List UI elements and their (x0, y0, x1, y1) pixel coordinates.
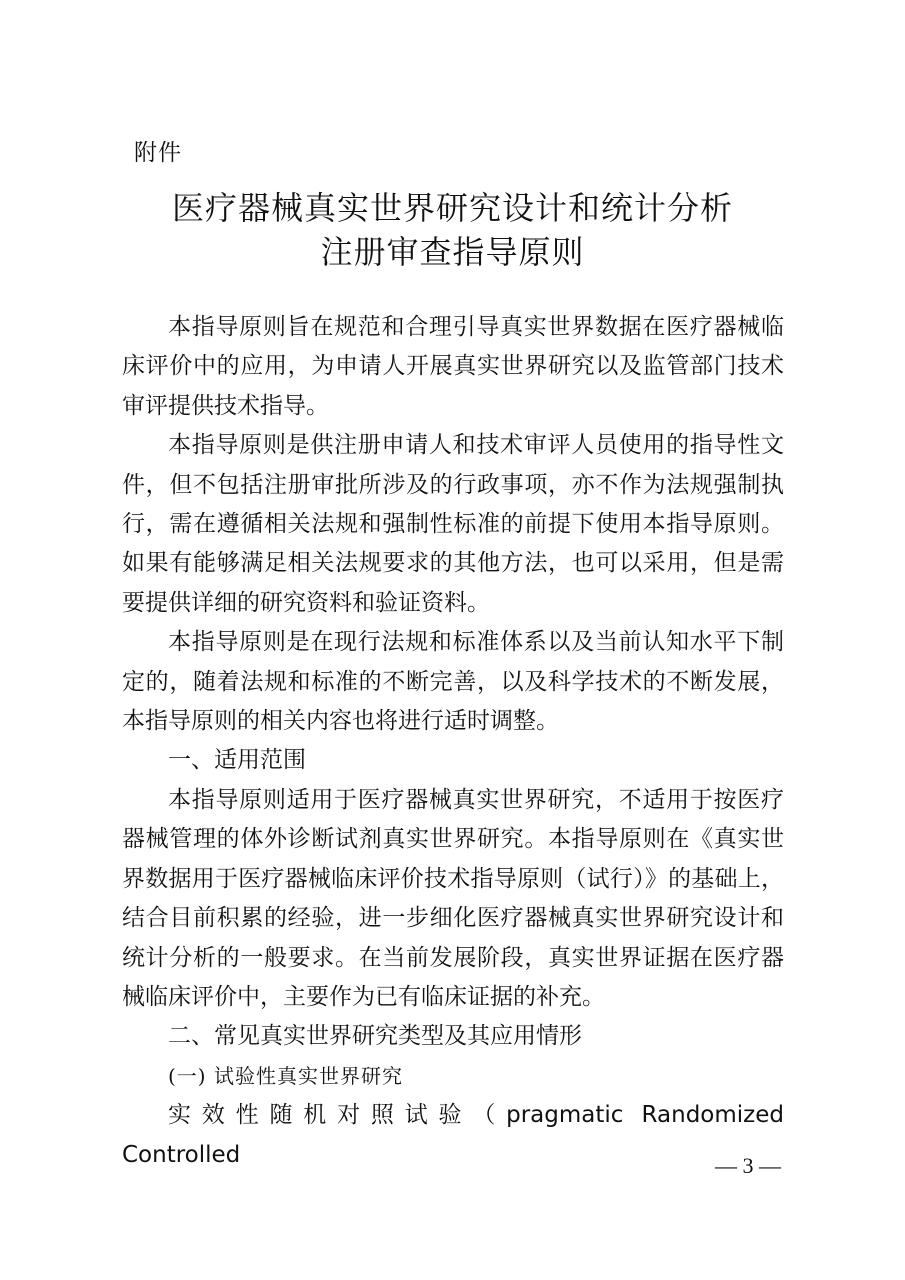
section-heading-study-types: 二、常见真实世界研究类型及其应用情形 (168, 1023, 582, 1050)
paragraph-purpose: 本指导原则旨在规范和合理引导真实世界数据在医疗器械临床评价中的应用，为申请人开展真实世界研究以及监管部门技术审评提供技术指导。 (122, 314, 784, 419)
paragraph-applicability: 本指导原则适用于医疗器械真实世界研究，不适用于按医疗器械管理的体外诊断试剂真实世界研究。本指导原则在《真实世界数据用于医疗器械临床评价技术指导原则（试行）》的基础上，结合目前积累的经验，进一步细化医疗器械真实世界研究设计和统计分析的一般要求。在当前发展阶段，真实世界证据在医疗器械临床评价中，主要作为已有临床证据的补充。 (122, 786, 784, 1010)
document-title-line-2: 注册审查指导原则 (320, 233, 585, 271)
document-title-line-1: 医疗器械真实世界研究设计和统计分析 (171, 189, 733, 227)
paragraph-scope-of-use: 本指导原则是供注册申请人和技术审评人员使用的指导性文件，但不包括注册审批所涉及的行政事项，亦不作为法规强制执行，需在遵循相关法规和强制性标准的前提下使用本指导原则。如果有能够满足相关法规要求的其他方法，也可以采用，但是需要提供详细的研究资料和验证资料。 (122, 432, 784, 616)
page-number: — 3 — (715, 1153, 781, 1178)
paragraph-revision-note: 本指导原则是在现行法规和标准体系以及当前认知水平下制定的，随着法规和标准的不断完善，以及科学技术的不断发展，本指导原则的相关内容也将进行适时调整。 (122, 629, 784, 735)
document-body (122, 308, 784, 1175)
section-heading-scope: 一、适用范围 (168, 747, 306, 774)
attachment-label: 附件 (134, 140, 182, 166)
paragraph-prct: 实效性随机对照试验（pragmatic Randomized Controlled (122, 1102, 784, 1168)
subsection-heading-experimental: (一) 试验性真实世界研究 (168, 1063, 403, 1088)
document-title (0, 186, 905, 274)
